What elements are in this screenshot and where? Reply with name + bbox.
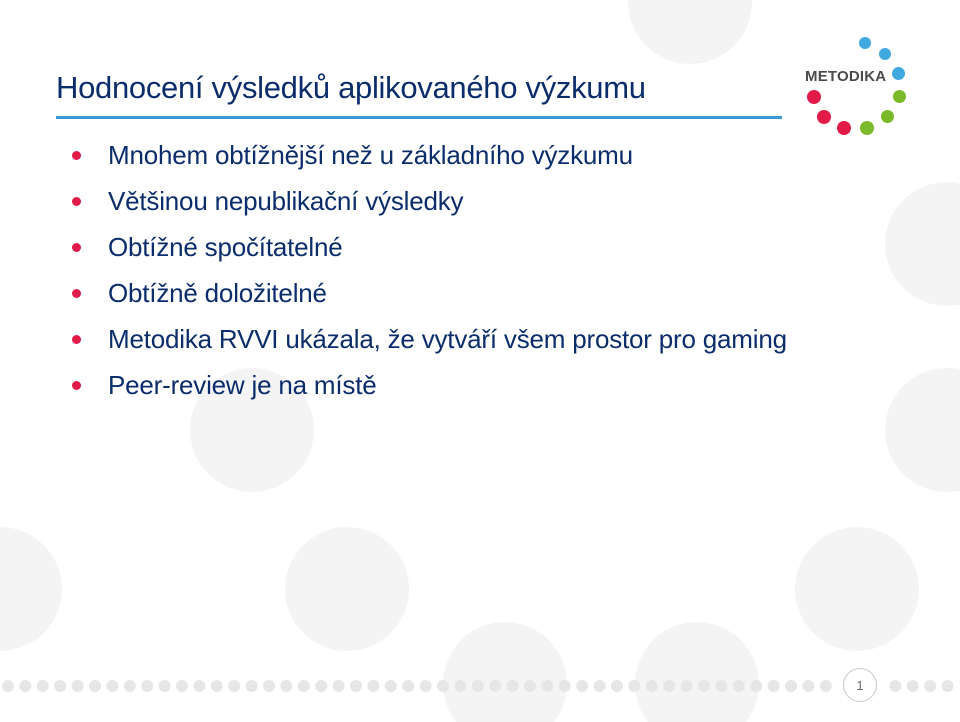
title-underline (56, 116, 782, 119)
footer-dot (211, 680, 223, 692)
logo-dot-icon (837, 121, 851, 135)
footer-dot (785, 680, 797, 692)
footer-dot (663, 680, 675, 692)
footer-dot (315, 680, 327, 692)
bullet-text: Peer-review je na místě (108, 369, 377, 400)
footer-dot (489, 680, 501, 692)
footer-dot (263, 680, 275, 692)
footer-dot (715, 680, 727, 692)
footer-dot (750, 680, 762, 692)
background-circle (0, 527, 62, 651)
logo-dot-icon (879, 48, 891, 60)
footer-dot (907, 680, 919, 692)
bullet-text: Obtížné spočítatelné (108, 231, 343, 262)
bullet-dot-icon (72, 381, 81, 390)
logo-dot-icon (893, 90, 906, 103)
background-circle (885, 368, 960, 492)
footer-dot (507, 680, 519, 692)
footer-dot (802, 680, 814, 692)
bullet-item (72, 132, 787, 178)
logo-text: METODIKA (805, 68, 887, 85)
footer-dot (141, 680, 153, 692)
page-number-badge (843, 668, 877, 702)
logo-dot-icon (860, 121, 874, 135)
background-circle (635, 622, 759, 722)
footer-dot (768, 680, 780, 692)
footer-dot (367, 680, 379, 692)
background-circle (795, 527, 919, 651)
logo-dot-icon (817, 110, 831, 124)
footer-dot (37, 680, 49, 692)
footer-dot (176, 680, 188, 692)
footer-dot (628, 680, 640, 692)
footer-dot (89, 680, 101, 692)
slide-title: Hodnocení výsledků aplikovaného výzkumu (56, 70, 646, 105)
metodika-logo (793, 22, 923, 146)
bullet-dot-icon (72, 197, 81, 206)
bullet-item (72, 362, 787, 408)
page-number: 1 (856, 677, 864, 693)
footer-dot (280, 680, 292, 692)
logo-dot-icon (859, 37, 871, 49)
background-circle (443, 622, 567, 722)
footer-dot (124, 680, 136, 692)
footer-dot (541, 680, 553, 692)
footer-dot (106, 680, 118, 692)
bullet-item (72, 316, 787, 362)
footer-dot (333, 680, 345, 692)
footer-dot (437, 680, 449, 692)
footer-dot (72, 680, 84, 692)
footer-dot (298, 680, 310, 692)
logo-dot-icon (892, 67, 905, 80)
footer-dot (524, 680, 536, 692)
footer-dot (2, 680, 14, 692)
footer-dot (559, 680, 571, 692)
footer-dot (350, 680, 362, 692)
footer-dot (228, 680, 240, 692)
background-circle (628, 0, 752, 64)
background-circle (885, 182, 960, 306)
bullet-item (72, 178, 787, 224)
footer-dot (698, 680, 710, 692)
bullet-dot-icon (72, 151, 81, 160)
logo-dot-icon (807, 90, 821, 104)
footer-dot (19, 680, 31, 692)
bullet-list (72, 132, 787, 408)
footer-dot (385, 680, 397, 692)
footer-dot (611, 680, 623, 692)
footer-dot (454, 680, 466, 692)
footer-dot (193, 680, 205, 692)
logo-dot-icon (881, 110, 894, 123)
background-circle (285, 527, 409, 651)
footer-dot (681, 680, 693, 692)
footer-dot (402, 680, 414, 692)
bullet-dot-icon (72, 335, 81, 344)
footer-dot (54, 680, 66, 692)
bullet-item (72, 224, 787, 270)
bullet-dot-icon (72, 243, 81, 252)
footer-dot (246, 680, 258, 692)
footer-dot (820, 680, 832, 692)
footer-dot (646, 680, 658, 692)
bullet-text: Mnohem obtížnější než u základního výzkumu (108, 139, 633, 170)
bullet-item (72, 270, 787, 316)
footer-dot (576, 680, 588, 692)
bullet-text: Většinou nepublikační výsledky (108, 185, 464, 216)
bullet-text: Obtížně doložitelné (108, 277, 327, 308)
footer-dot (733, 680, 745, 692)
footer-dotted-line (0, 676, 960, 696)
bullet-dot-icon (72, 289, 81, 298)
footer-dot (889, 680, 901, 692)
footer-dot (924, 680, 936, 692)
footer-dot (420, 680, 432, 692)
footer-dot (159, 680, 171, 692)
footer-dot (942, 680, 954, 692)
footer-dot (594, 680, 606, 692)
bullet-text: Metodika RVVI ukázala, že vytváří všem prostor pro gaming (108, 323, 787, 354)
footer-dot (472, 680, 484, 692)
